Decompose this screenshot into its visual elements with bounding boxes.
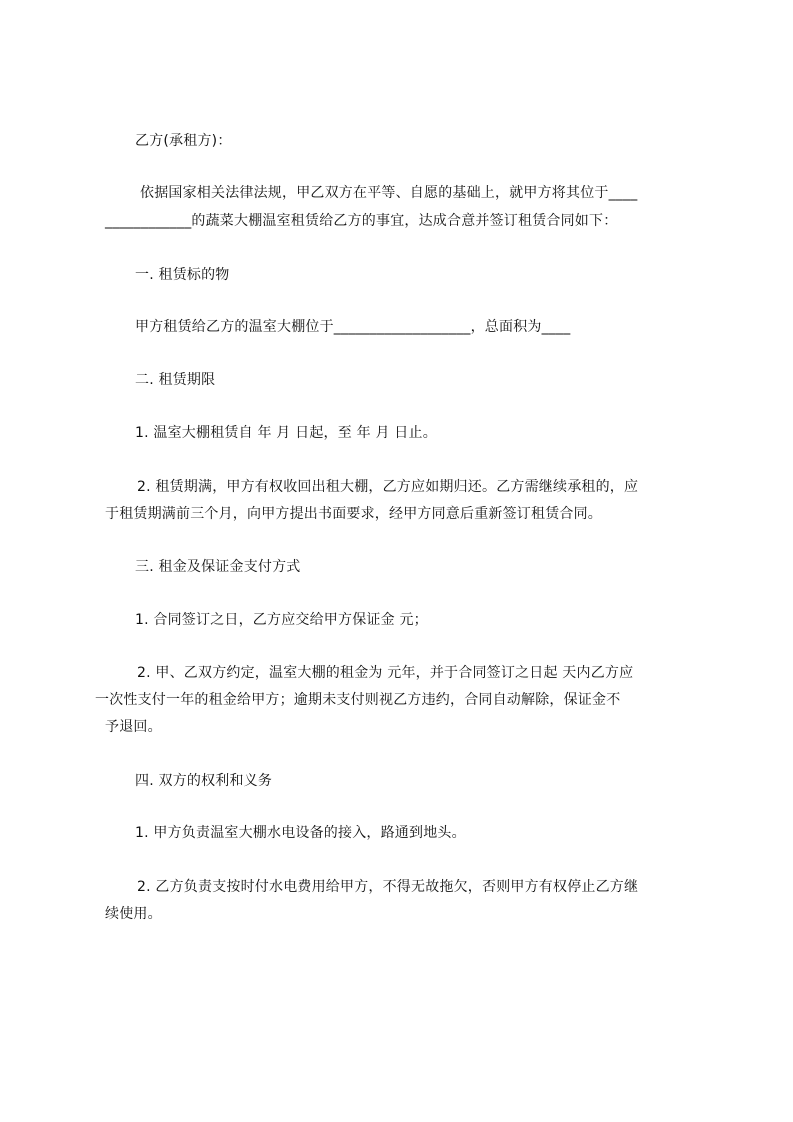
section-4-item-1: 1. 甲方负责温室大棚水电设备的接入，路通到地头。 bbox=[135, 825, 466, 841]
section-1-paragraph: 甲方租赁给乙方的温室大棚位于___________________，总面积为____ bbox=[135, 319, 571, 335]
intro-line-1: 依据国家相关法律法规，甲乙双方在平等、自愿的基础上，就甲方将其位于____ bbox=[140, 185, 638, 201]
section-2-item-2-line-1: 2. 租赁期满，甲方有权收回出租大棚，乙方应如期归还。乙方需继续承租的，应 bbox=[137, 479, 639, 495]
section-2-heading: 二. 租赁期限 bbox=[135, 372, 216, 388]
section-3-item-1: 1. 合同签订之日，乙方应交给甲方保证金 元； bbox=[135, 612, 428, 628]
section-1-heading: 一. 租赁标的物 bbox=[135, 267, 230, 283]
section-3-item-2-line-3: 予退回。 bbox=[105, 719, 162, 735]
section-4-item-2-line-1: 2. 乙方负责支按时付水电费用给甲方，不得无故拖欠，否则甲方有权停止乙方继 bbox=[137, 879, 639, 895]
section-4-item-2-line-2: 续使用。 bbox=[105, 906, 162, 922]
section-3-item-2-line-2: 一次性支付一年的租金给甲方；逾期未支付则视乙方违约，合同自动解除，保证金不 bbox=[95, 692, 621, 708]
section-3-item-2-line-1: 2. 甲、乙双方约定，温室大棚的租金为 元年，并于合同签订之日起 天内乙方应 bbox=[137, 665, 634, 681]
section-2-item-2-line-2: 于租赁期满前三个月，向甲方提出书面要求，经甲方同意后重新签订租赁合同。 bbox=[105, 506, 602, 522]
party-b-label: 乙方(承租方)： bbox=[135, 133, 232, 149]
section-2-item-1: 1. 温室大棚租赁自 年 月 日起，至 年 月 日止。 bbox=[135, 425, 437, 441]
section-4-heading: 四. 双方的权利和义务 bbox=[135, 773, 273, 789]
section-3-heading: 三. 租金及保证金支付方式 bbox=[135, 559, 301, 575]
intro-line-2: ____________的蔬菜大棚温室租赁给乙方的事宜，达成合意并签订租赁合同如下： bbox=[105, 213, 618, 229]
